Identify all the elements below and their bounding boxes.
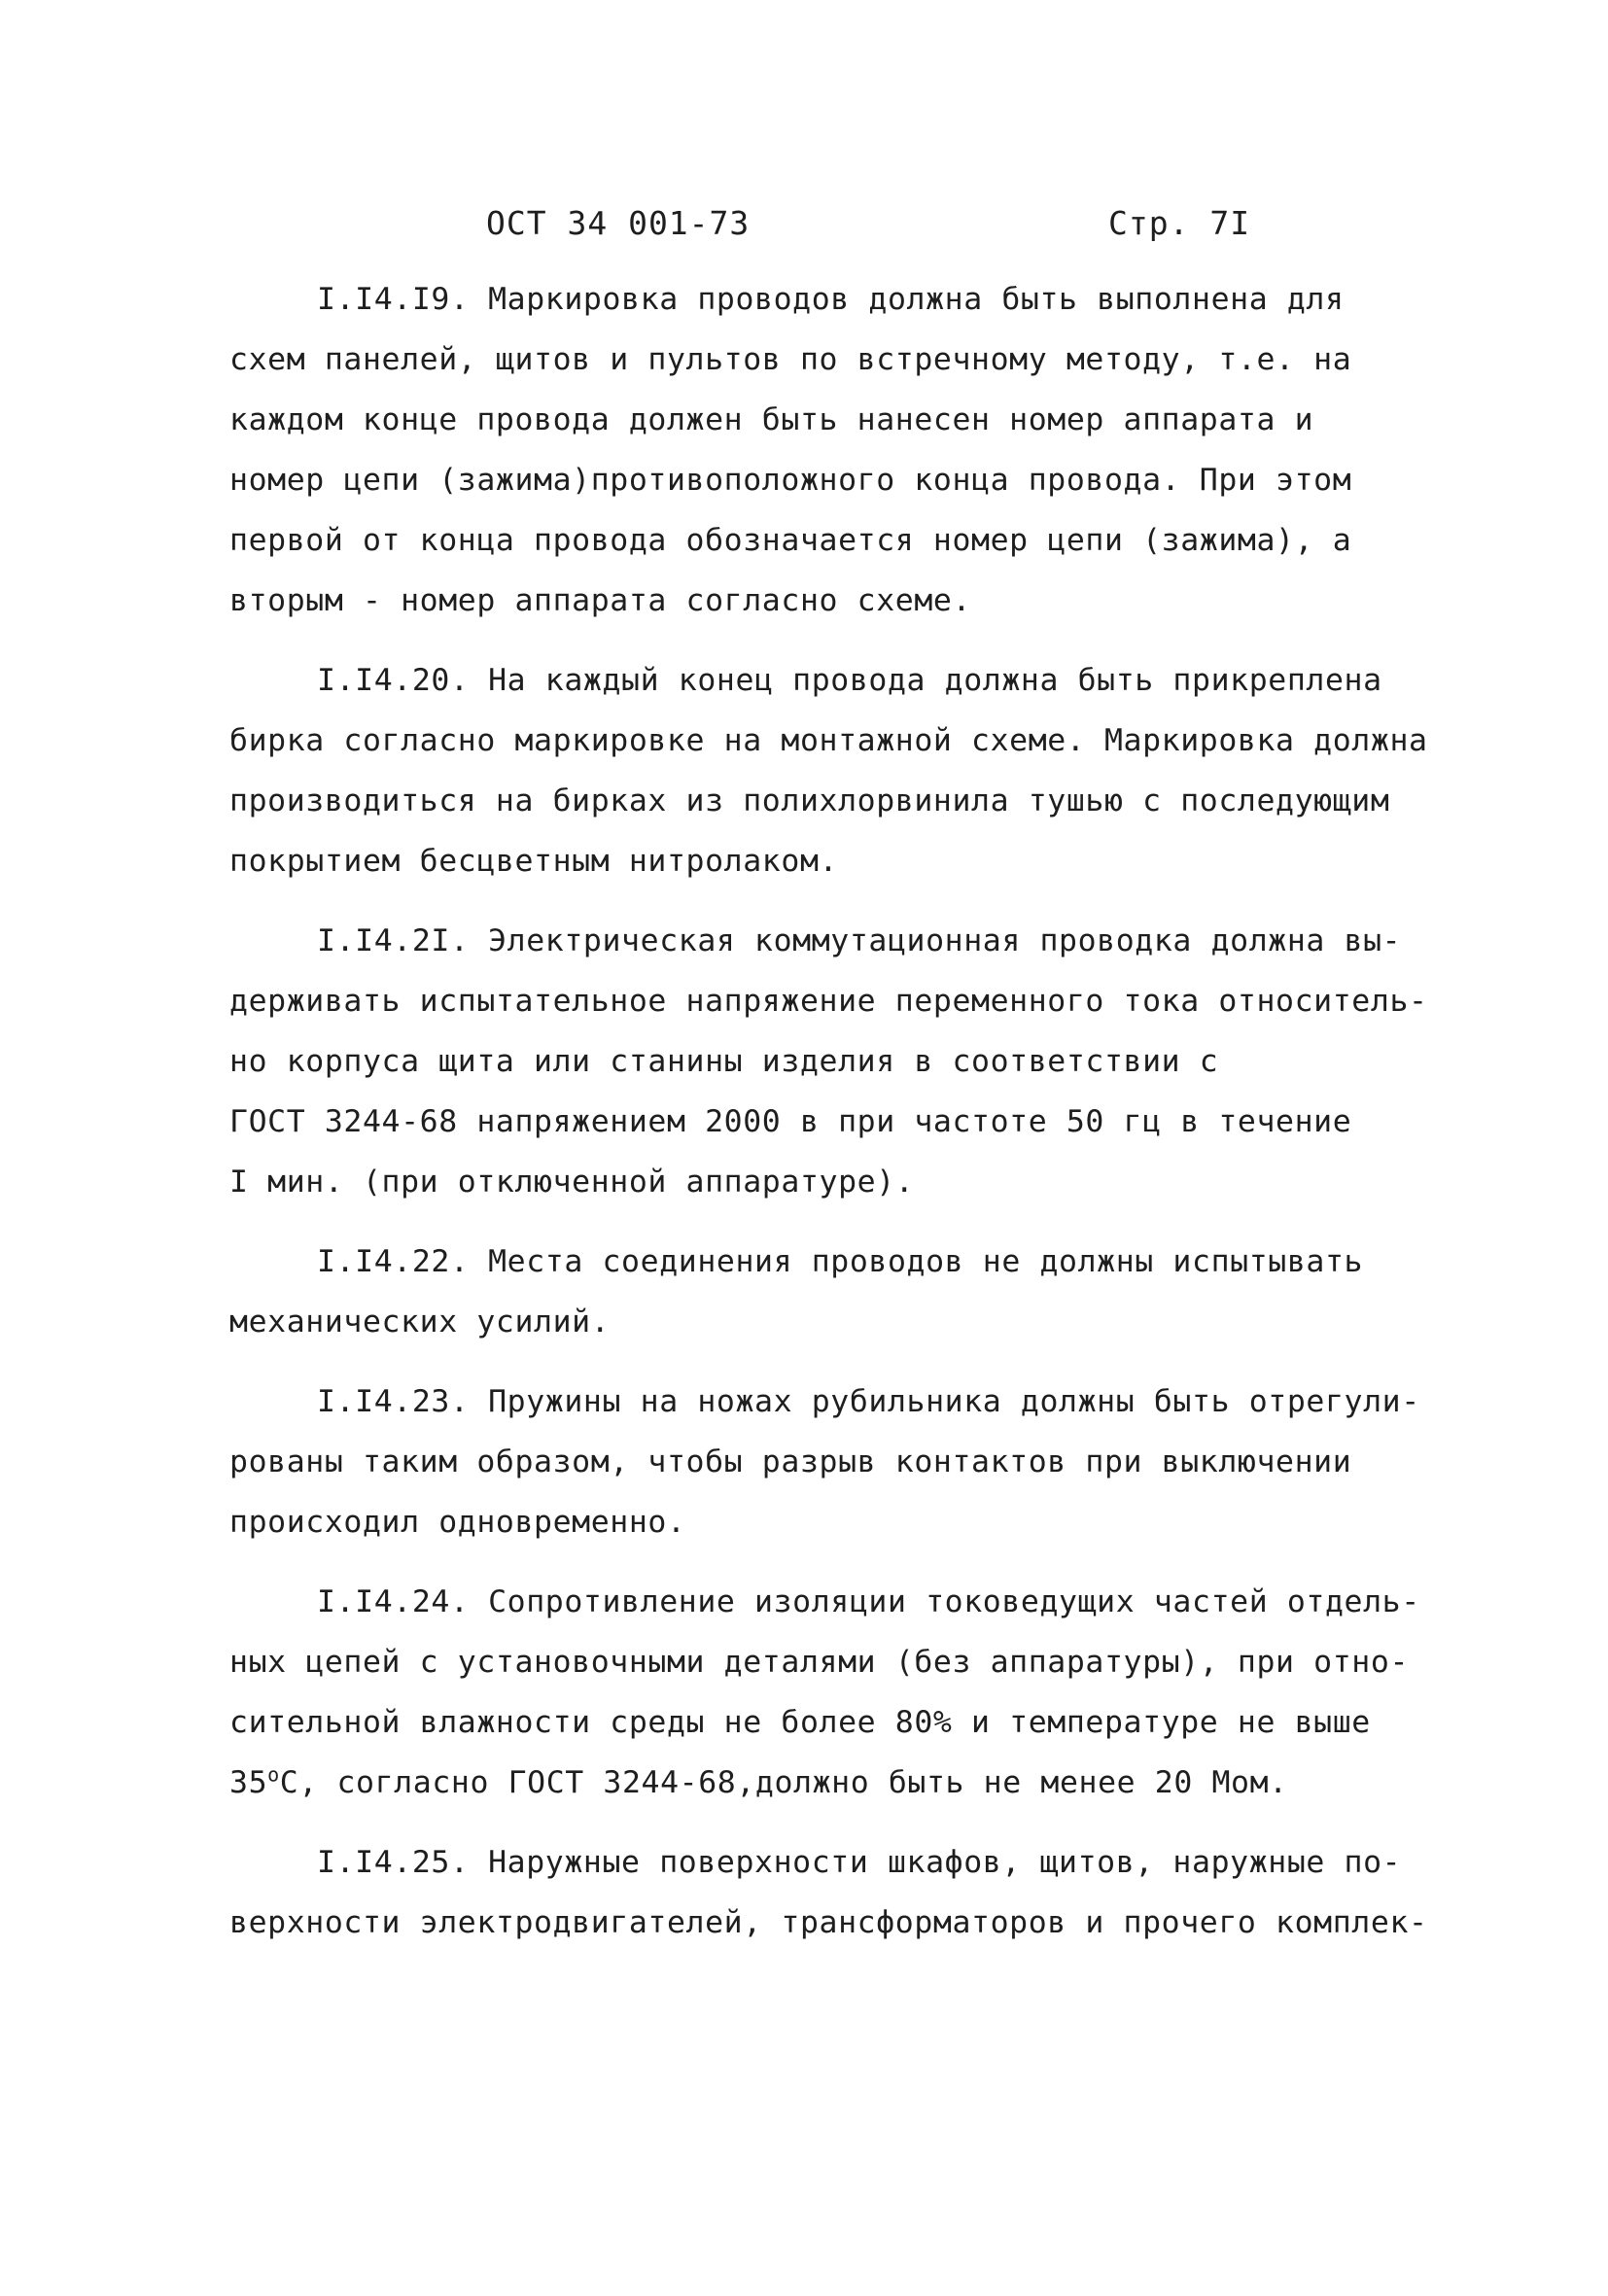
- paragraph-line: номер цепи (зажима)противоположного конца провода. При этом: [229, 463, 1352, 498]
- paragraph-line: схем панелей, щитов и пультов по встречному методу, т.е. на: [229, 342, 1352, 377]
- paragraph-line: бирка согласно маркировке на монтажной схеме. Маркировка должна: [229, 723, 1428, 758]
- paragraph-first-line: [317, 1382, 1420, 1421]
- paragraph-line: ных цепей с установочными деталями (без аппаратуры), при отно-: [229, 1645, 1410, 1680]
- paragraph-text: Сопротивление изоляции токоведущих частей отдель-: [488, 1584, 1420, 1619]
- paragraph-first-line: [317, 280, 1345, 319]
- paragraph-line: рованы таким образом, чтобы разрыв контактов при выключении: [229, 1444, 1352, 1479]
- paragraph-text: Пружины на ножах рубильника должны быть отрегули-: [488, 1384, 1420, 1419]
- document-code: ОСТ 34 001-73: [486, 204, 751, 242]
- paragraph-line: происходил одновременно.: [229, 1505, 686, 1540]
- paragraph-text: Наружные поверхности шкафов, щитов, наружные по-: [488, 1845, 1402, 1880]
- page-number: Стр. 7I: [1108, 204, 1251, 242]
- paragraph-line: производиться на бирках из полихлорвинила тушью с последующим: [229, 783, 1390, 818]
- paragraph-first-line: [317, 1843, 1401, 1882]
- paragraph-line: верхности электродвигателей, трансформаторов и прочего комплек-: [229, 1905, 1428, 1940]
- paragraph-line: держивать испытательное напряжение переменного тока относитель-: [229, 984, 1428, 1019]
- paragraph-first-line: [317, 661, 1382, 700]
- page-header: [0, 194, 1608, 253]
- paragraph-text: На каждый конец провода должна быть прикреплена: [488, 663, 1382, 698]
- paragraph-text: С, согласно ГОСТ 3244-68,должно быть не менее 20 Мом.: [279, 1765, 1288, 1800]
- paragraph-line: сительной влажности среды не более 80% и температуре не выше: [229, 1705, 1371, 1740]
- paragraph-line: покрытием бесцветным нитролаком.: [229, 844, 839, 879]
- paragraph-first-line: [317, 1242, 1363, 1281]
- paragraph-first-line: [317, 1583, 1420, 1621]
- paragraph-text: Электрическая коммутационная проводка должна вы-: [488, 923, 1402, 958]
- paragraph-line: I мин. (при отключенной аппаратуре).: [229, 1165, 915, 1200]
- paragraph-first-line: [317, 922, 1401, 960]
- clause-number: I.I4.24.: [317, 1584, 470, 1619]
- paragraph-line: механических усилий.: [229, 1305, 611, 1339]
- paragraph-text: Места соединения проводов не должны испытывать: [488, 1244, 1364, 1279]
- degree-mark: о: [267, 1762, 280, 1787]
- clause-number: I.I4.2I.: [317, 923, 470, 958]
- clause-number: I.I4.I9.: [317, 282, 470, 317]
- paragraph-line: но корпуса щита или станины изделия в соответствии с: [229, 1044, 1219, 1079]
- paragraph-line: каждом конце провода должен быть нанесен номер аппарата и: [229, 402, 1314, 437]
- temperature-value: 35: [229, 1765, 268, 1800]
- paragraph-line: [229, 1763, 1288, 1802]
- paragraph-line: первой от конца провода обозначается номер цепи (зажима), а: [229, 523, 1352, 558]
- clause-number: I.I4.22.: [317, 1244, 470, 1279]
- clause-number: I.I4.23.: [317, 1384, 470, 1419]
- paragraph-line: ГОСТ 3244-68 напряжением 2000 в при частоте 50 гц в течение: [229, 1104, 1352, 1139]
- clause-number: I.I4.20.: [317, 663, 470, 698]
- paragraph-line: вторым - номер аппарата согласно схеме.: [229, 583, 972, 618]
- paragraph-text: Маркировка проводов должна быть выполнена для: [488, 282, 1345, 317]
- clause-number: I.I4.25.: [317, 1845, 470, 1880]
